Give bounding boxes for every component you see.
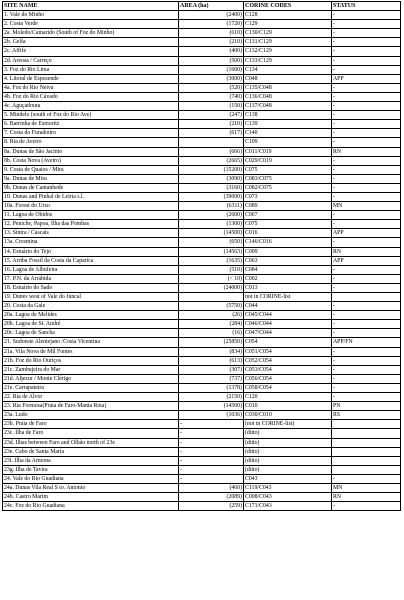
table-row: [3, 456, 401, 465]
area-cell: -: [179, 438, 244, 447]
site-name-cell: 21d. Aljezur / Monte Clérigo: [3, 374, 179, 383]
corine-code-cell: C051/C054: [244, 347, 332, 356]
corine-code-cell: C083/C075: [244, 174, 332, 183]
status-cell: MN: [332, 202, 401, 211]
status-cell: -: [332, 11, 401, 20]
status-cell: -: [332, 156, 401, 165]
table-row: [3, 20, 401, 29]
area-cell: (16): [179, 329, 244, 338]
corine-code-cell: C119/C043: [244, 483, 332, 492]
status-cell: -: [332, 311, 401, 320]
status-cell: APP: [332, 256, 401, 265]
site-name-cell: 13a. Cresmina: [3, 238, 179, 247]
area-cell: (666): [179, 147, 244, 156]
area-cell: (2400): [179, 11, 244, 20]
status-cell: -: [332, 192, 401, 201]
site-name-cell: 20. Costa da Gale: [3, 302, 179, 311]
corine-code-cell: (ditto): [244, 465, 332, 474]
site-name-cell: 3. Foz do Rio Lima: [3, 65, 179, 74]
status-cell: MN: [332, 483, 401, 492]
status-cell: [332, 293, 401, 302]
status-cell: -: [332, 20, 401, 29]
table-row: [3, 47, 401, 56]
corine-code-cell: C048: [244, 74, 332, 83]
area-cell: (24000): [179, 283, 244, 292]
area-cell: (2665): [179, 156, 244, 165]
status-cell: -: [332, 347, 401, 356]
table-row: [3, 238, 401, 247]
area-cell: (1635): [179, 256, 244, 265]
status-cell: PN: [332, 402, 401, 411]
corine-code-cell: C013: [244, 283, 332, 292]
site-name-cell: 21c. Zambujeira do Mar: [3, 365, 179, 374]
site-name-cell: 24b. Castro Marim: [3, 493, 179, 502]
corine-code-cell: C133/C129: [244, 56, 332, 65]
status-cell: -: [332, 92, 401, 101]
site-name-cell: 7. Costa do Furadouro: [3, 129, 179, 138]
area-cell: (2600): [179, 211, 244, 220]
table-row: [3, 447, 401, 456]
status-cell: -: [332, 102, 401, 111]
table-row: [3, 329, 401, 338]
table-row: [3, 302, 401, 311]
corine-code-cell: C073: [244, 192, 332, 201]
site-name-cell: 8a. Dunas de São Jacinto: [3, 147, 179, 156]
table-row: [3, 29, 401, 38]
corine-code-cell: C120: [244, 393, 332, 402]
area-cell: (500): [179, 56, 244, 65]
status-cell: -: [332, 129, 401, 138]
table-row: [3, 374, 401, 383]
site-name-cell: 21b. Foz do Rio Ouriços: [3, 356, 179, 365]
site-name-cell: 22. Ria de Alvor: [3, 393, 179, 402]
table-row: [3, 402, 401, 411]
corine-code-cell: C138: [244, 111, 332, 120]
site-name-cell: 23g. Ilha de Tavira: [3, 465, 179, 474]
table-row: [3, 320, 401, 329]
table-row: [3, 165, 401, 174]
area-cell: (210): [179, 120, 244, 129]
site-name-cell: 2d. Areosa / Carreço: [3, 56, 179, 65]
site-name-cell: 1. Vale do Minho: [3, 11, 179, 20]
corine-code-cell: C140: [244, 129, 332, 138]
site-name-cell: 24. Vale do Rio Guadiana: [3, 474, 179, 483]
area-cell: (610): [179, 29, 244, 38]
site-name-cell: 23e. Cabo de Santa Maria: [3, 447, 179, 456]
table-row: [3, 438, 401, 447]
area-cell: (307): [179, 365, 244, 374]
status-cell: [332, 447, 401, 456]
area-cell: (247): [179, 111, 244, 120]
corine-code-cell: C030/C010: [244, 411, 332, 420]
area-cell: (834): [179, 347, 244, 356]
site-name-cell: 23c. Ilha de Faro: [3, 429, 179, 438]
site-name-cell: 21e. Carrapateira: [3, 383, 179, 392]
site-name-cell: 2a. Moledo/Camarido (South of Foz do Minho): [3, 29, 179, 38]
corine-code-cell: C134: [244, 65, 332, 74]
status-cell: RN: [332, 247, 401, 256]
area-cell: (400): [179, 47, 244, 56]
status-cell: [332, 456, 401, 465]
status-cell: -: [332, 183, 401, 192]
table-row: [3, 220, 401, 229]
table-row: [3, 311, 401, 320]
corine-code-cell: C011/C019: [244, 147, 332, 156]
corine-code-cell: C044: [244, 302, 332, 311]
table-row: [3, 174, 401, 183]
table-row: [3, 138, 401, 147]
site-name-cell: 10a. Forest do Urso: [3, 202, 179, 211]
status-cell: -: [332, 138, 401, 147]
status-cell: [332, 429, 401, 438]
table-row: [3, 120, 401, 129]
status-cell: -: [332, 211, 401, 220]
status-cell: -: [332, 83, 401, 92]
site-name-cell: 23d. Ilhas between Faro and Olhão north of 23e: [3, 438, 179, 447]
table-row: [3, 102, 401, 111]
table-row: [3, 274, 401, 283]
status-cell: -: [332, 29, 401, 38]
status-cell: -: [332, 474, 401, 483]
status-cell: -: [332, 65, 401, 74]
table-row: [3, 183, 401, 192]
status-cell: APP: [332, 229, 401, 238]
area-cell: (613): [179, 356, 244, 365]
site-name-cell: 23b. Praia de Faro: [3, 420, 179, 429]
corine-code-cell: C132/C129: [244, 47, 332, 56]
area-cell: (210): [179, 38, 244, 47]
table-row: [3, 129, 401, 138]
site-name-cell: 4b. Foz do Rio Cávado: [3, 92, 179, 101]
corine-code-cell: C171/C043: [244, 502, 332, 511]
site-name-cell: 24c. Foz do Rio Guadiana: [3, 502, 179, 511]
status-cell: -: [332, 383, 401, 392]
table-row: [3, 356, 401, 365]
area-cell: [179, 138, 244, 147]
area-cell: (1036): [179, 411, 244, 420]
status-cell: -: [332, 283, 401, 292]
area-cell: (2150): [179, 393, 244, 402]
status-cell: -: [332, 120, 401, 129]
status-cell: -: [332, 220, 401, 229]
area-cell: (< 10): [179, 274, 244, 283]
table-row: [3, 347, 401, 356]
site-name-cell: 8. Ria de Aveiro: [3, 138, 179, 147]
site-name-cell: 2b. Gelfa: [3, 38, 179, 47]
area-cell: (14500): [179, 229, 244, 238]
area-cell: (284): [179, 320, 244, 329]
status-cell: -: [332, 302, 401, 311]
table-header-row: [3, 2, 401, 11]
site-name-cell: 4a. Foz do Rio Neiva: [3, 83, 179, 92]
area-cell: (1378): [179, 383, 244, 392]
site-name-cell: 20c. Lagoa de Sancha: [3, 329, 179, 338]
area-cell: (617): [179, 129, 244, 138]
corine-code-cell: C089: [244, 202, 332, 211]
area-cell: -: [179, 474, 244, 483]
area-cell: (737): [179, 374, 244, 383]
site-name-cell: 17. P.N. da Arrabida: [3, 274, 179, 283]
corine-code-cell: C063: [244, 256, 332, 265]
corine-code-cell: C128: [244, 11, 332, 20]
status-cell: -: [332, 502, 401, 511]
area-cell: (460): [179, 483, 244, 492]
status-cell: -: [332, 56, 401, 65]
site-name-cell: 2c. Affife: [3, 47, 179, 56]
table-row: [3, 383, 401, 392]
corine-code-cell: C109: [244, 138, 332, 147]
status-cell: APP: [332, 74, 401, 83]
table-row: [3, 74, 401, 83]
table-row: [3, 256, 401, 265]
site-name-cell: 13. Sintra / Cascais: [3, 229, 179, 238]
area-cell: (26): [179, 311, 244, 320]
corine-code-cell: C047/C044: [244, 329, 332, 338]
corine-code-cell: C008/C043: [244, 493, 332, 502]
site-name-cell: 9. Costa de Quaios / Mira: [3, 165, 179, 174]
status-cell: -: [332, 274, 401, 283]
site-name-cell: 5. Mindelo (south of Foz do Rio Ave): [3, 111, 179, 120]
table-row: [3, 92, 401, 101]
area-cell: (150): [179, 102, 244, 111]
table-row: [3, 474, 401, 483]
table-row: [3, 56, 401, 65]
area-cell: (1720): [179, 20, 244, 29]
site-name-cell: 15. Arriba Fossil da Costa da Caparica: [3, 256, 179, 265]
site-name-cell: 4c. Aguçadoura: [3, 102, 179, 111]
status-cell: [332, 420, 401, 429]
corine-code-cell: C075: [244, 220, 332, 229]
table-row: [3, 265, 401, 274]
area-cell: (6311): [179, 202, 244, 211]
table-row: [3, 283, 401, 292]
sites-table: [2, 1, 401, 511]
status-cell: -: [332, 238, 401, 247]
corine-code-cell: C137/C048: [244, 102, 332, 111]
table-row: [3, 111, 401, 120]
header-site-name: SITE NAME: [3, 2, 179, 11]
status-cell: [332, 465, 401, 474]
status-cell: -: [332, 111, 401, 120]
area-cell: (14563): [179, 247, 244, 256]
table-row: [3, 211, 401, 220]
site-name-cell: 24a. Dunas Vila Real S to. Antonio: [3, 483, 179, 492]
corine-code-cell: C075: [244, 165, 332, 174]
area-cell: (2089): [179, 493, 244, 502]
table-row: [3, 502, 401, 511]
corine-code-cell: C052/C054: [244, 356, 332, 365]
area-cell: (14500): [179, 402, 244, 411]
table-row: [3, 83, 401, 92]
corine-code-cell: C043: [244, 474, 332, 483]
area-cell: (1300): [179, 220, 244, 229]
corine-code-cell: C084: [244, 265, 332, 274]
table-row: [3, 11, 401, 20]
table-row: [3, 147, 401, 156]
corine-code-cell: C067: [244, 211, 332, 220]
table-row: [3, 247, 401, 256]
site-name-cell: 12. Peniche, Papoa, Ilha das Pombas: [3, 220, 179, 229]
area-cell: (740): [179, 92, 244, 101]
area-cell: (3160): [179, 183, 244, 192]
site-name-cell: 2. Costa Verde: [3, 20, 179, 29]
site-name-cell: 20a. Lagoa de Melides: [3, 311, 179, 320]
corine-code-cell: C053/C054: [244, 365, 332, 374]
area-cell: (1600): [179, 65, 244, 74]
area-cell: -: [179, 465, 244, 474]
corine-code-cell: C016: [244, 229, 332, 238]
status-cell: -: [332, 329, 401, 338]
area-cell: [179, 293, 244, 302]
site-name-cell: 19. Dunes west of Vale do Juncal: [3, 293, 179, 302]
area-cell: (259): [179, 502, 244, 511]
site-name-cell: 9a. Dunas de Mira: [3, 174, 179, 183]
corine-code-cell: (not in CORINE-list): [244, 420, 332, 429]
header-corine-codes: CORINE CODES: [244, 2, 332, 11]
corine-code-cell: C130/C129: [244, 29, 332, 38]
corine-code-cell: (ditto): [244, 447, 332, 456]
status-cell: RN: [332, 147, 401, 156]
table-row: [3, 420, 401, 429]
site-name-cell: 21a. Vila Nova de Mil Fontes: [3, 347, 179, 356]
table-row: [3, 156, 401, 165]
table-row: [3, 465, 401, 474]
corine-code-cell: C002: [244, 274, 332, 283]
table-row: [3, 202, 401, 211]
site-name-cell: 21. Sudoeste Alentejano /Costa Vicentina: [3, 338, 179, 347]
status-cell: [332, 438, 401, 447]
corine-code-cell: C082/C075: [244, 183, 332, 192]
area-cell: (5750): [179, 302, 244, 311]
status-cell: -: [332, 174, 401, 183]
status-cell: -: [332, 320, 401, 329]
table-row: [3, 192, 401, 201]
area-cell: -: [179, 456, 244, 465]
status-cell: -: [332, 47, 401, 56]
table-row: [3, 365, 401, 374]
corine-code-cell: C058/C054: [244, 383, 332, 392]
site-name-cell: 16. Lagoa de Albufeira: [3, 265, 179, 274]
site-name-cell: 23. Ria Formosa(Praia de Faro-Manta Rota): [3, 402, 179, 411]
site-name-cell: 23a. Ludo: [3, 411, 179, 420]
status-cell: APP/FN: [332, 338, 401, 347]
site-name-cell: 20b. Lagoa de St. André: [3, 320, 179, 329]
area-cell: (15200): [179, 165, 244, 174]
area-cell: (3090): [179, 174, 244, 183]
status-cell: -: [332, 38, 401, 47]
corine-code-cell: C136/C048: [244, 92, 332, 101]
site-name-cell: 6. Barrinha de Esmoritz: [3, 120, 179, 129]
area-cell: (650): [179, 238, 244, 247]
site-name-cell: 8b. Costa Nova (Aveiro): [3, 156, 179, 165]
corine-code-cell: (ditto): [244, 429, 332, 438]
corine-code-cell: C131/C129: [244, 38, 332, 47]
table-row: [3, 229, 401, 238]
site-name-cell: 18. Estuário do Sado: [3, 283, 179, 292]
area-cell: -: [179, 420, 244, 429]
corine-code-cell: (ditto): [244, 438, 332, 447]
table-row: [3, 338, 401, 347]
area-cell: (3000): [179, 74, 244, 83]
table-row: [3, 393, 401, 402]
status-cell: RS: [332, 411, 401, 420]
site-name-cell: 23f. Ilha da Armona: [3, 456, 179, 465]
corine-code-cell: (ditto): [244, 456, 332, 465]
area-cell: (39000): [179, 192, 244, 201]
corine-code-cell: C045/C044: [244, 311, 332, 320]
corine-code-cell: C129: [244, 20, 332, 29]
table-row: [3, 411, 401, 420]
corine-code-cell: not in CORINE-list: [244, 293, 332, 302]
site-name-cell: 4. Litoral de Esposende: [3, 74, 179, 83]
corine-code-cell: C146/C016: [244, 238, 332, 247]
area-cell: -: [179, 447, 244, 456]
status-cell: -: [332, 374, 401, 383]
status-cell: -: [332, 393, 401, 402]
status-cell: RN: [332, 493, 401, 502]
status-cell: -: [332, 265, 401, 274]
status-cell: -: [332, 356, 401, 365]
status-cell: -: [332, 365, 401, 374]
status-cell: -: [332, 165, 401, 174]
corine-code-cell: C054: [244, 338, 332, 347]
site-name-cell: 14. Estuário do Tejo: [3, 247, 179, 256]
header-area: AREA (ha): [179, 2, 244, 11]
table-row: [3, 65, 401, 74]
corine-code-cell: C009: [244, 247, 332, 256]
table-row: [3, 293, 401, 302]
table-row: [3, 493, 401, 502]
area-cell: (25850): [179, 338, 244, 347]
area-cell: (510): [179, 265, 244, 274]
table-row: [3, 429, 401, 438]
area-cell: (520): [179, 83, 244, 92]
table-row: [3, 483, 401, 492]
corine-code-cell: C010: [244, 402, 332, 411]
area-cell: -: [179, 429, 244, 438]
corine-code-cell: C139: [244, 120, 332, 129]
corine-code-cell: C056/C054: [244, 374, 332, 383]
corine-code-cell: C135/C048: [244, 83, 332, 92]
corine-code-cell: C029/C019: [244, 156, 332, 165]
corine-code-cell: C046/C044: [244, 320, 332, 329]
site-name-cell: 11. Lagoa de Obidos: [3, 211, 179, 220]
site-name-cell: 10. Dunas and Pinhal de Leiria s.l.: [3, 192, 179, 201]
site-name-cell: 9b. Dunas de Cantanhede: [3, 183, 179, 192]
table-row: [3, 38, 401, 47]
header-status: STATUS: [332, 2, 401, 11]
